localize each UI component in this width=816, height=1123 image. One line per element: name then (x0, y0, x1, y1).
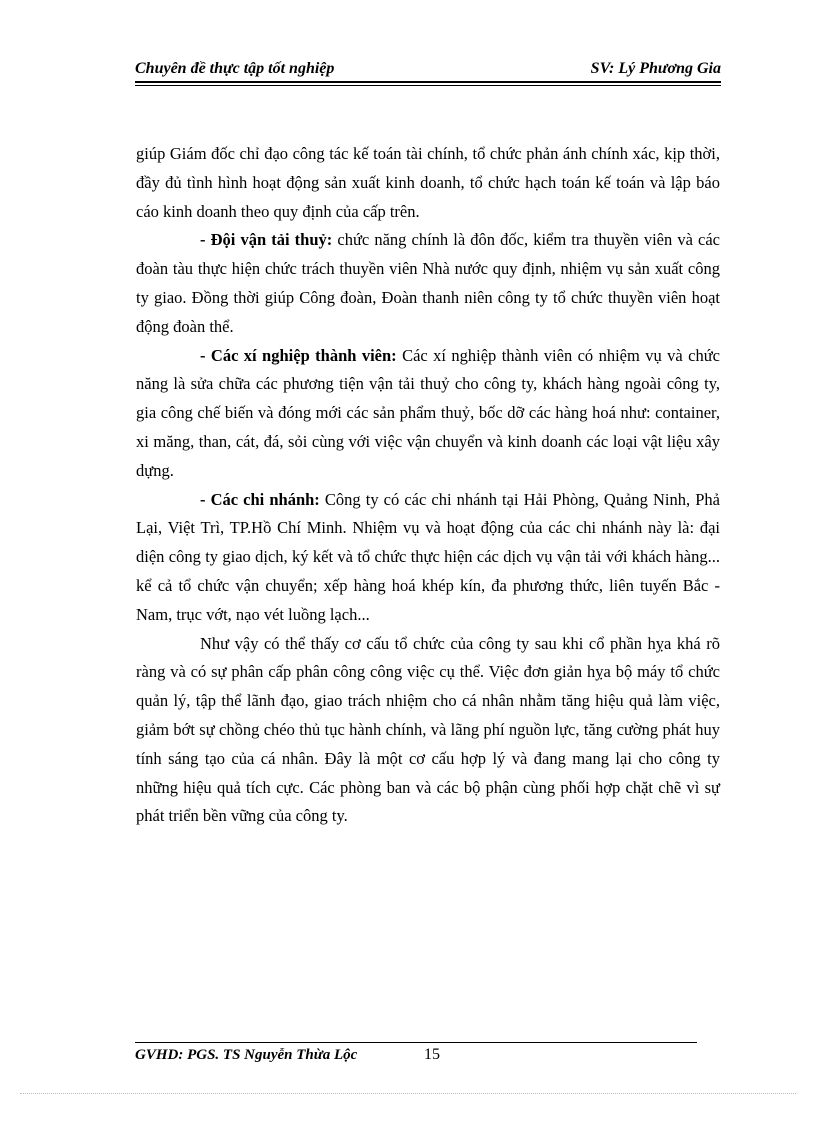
paragraph-member-enterprises (136, 342, 720, 486)
footer-rule (135, 1042, 697, 1043)
paragraph-heading: - Đội vận tải thuỷ: (200, 230, 333, 250)
page-header (135, 55, 721, 83)
paragraph-text: Công ty có các chi nhánh tại Hải Phòng, Quảng Ninh, Phả Lại, Việt Trì, TP.Hồ Chí Minh. Nhiệm vụ và hoạt động của các chi nhánh này là: đại diện công ty giao dịch, ký kết và tổ chức thực hiện các dịch vụ vận tải với khách hàng... kể cả tổ chức vận chuyển; xếp hàng hoá khép kín, đa phương thức, liên tuyến Bắc - Nam, trục vớt, nạo vét luồng lạch... (136, 489, 720, 624)
paragraph-accounting: giúp Giám đốc chỉ đạo công tác kế toán tài chính, tổ chức phản ánh chính xác, kịp thời, đầy đủ tình hình hoạt động sản xuất kinh doanh, tổ chức hạch toán kế toán và lập báo cáo kinh doanh theo quy định của cấp trên. (136, 144, 720, 221)
paragraph-text: Các xí nghiệp thành viên có nhiệm vụ và chức năng là sửa chữa các phương tiện vận tải thuỷ cho công ty, khách hàng ngoài công ty, gia công chế biến và đóng mới các sản phẩm thuỷ, bốc dỡ các hàng hoá như: container, xi măng, than, cát, đá, sỏi cùng với việc vận chuyển và kinh doanh các loại vật liệu xây dựng. (136, 345, 720, 480)
paragraph-branches (136, 486, 720, 630)
header-title: Chuyên đề thực tập tốt nghiệp (135, 60, 335, 77)
header-rule (135, 85, 721, 86)
footer-advisor: GVHD: PGS. TS Nguyễn Thừa Lộc (135, 1047, 358, 1063)
paragraph-text: chức năng chính là đôn đốc, kiểm tra thuyền viên và các đoàn tàu thực hiện chức trách thuyền viên Nhà nước quy định, nhiệm vụ sản xuất công ty giao. Đồng thời giúp Công đoàn, Đoàn thanh niên công ty tổ chức thuyền viên hoạt động đoàn thể. (136, 230, 721, 336)
page-break-line (20, 1093, 796, 1094)
page-number: 15 (424, 1046, 440, 1063)
paragraph-heading: - Các xí nghiệp thành viên: (200, 345, 397, 365)
header-author: SV: Lý Phương Gia (590, 60, 721, 77)
document-body (136, 140, 720, 831)
paragraph-heading: - Các chi nhánh: (200, 489, 320, 509)
paragraph-conclusion: Như vậy có thể thấy cơ cấu tổ chức của công ty sau khi cổ phần hỵa khá rõ ràng và có sự phân cấp phân công công việc cụ thể. Việc đơn giản hỵa bộ máy tổ chức quản lý, tập thể lãnh đạo, giao trách nhiệm cho cá nhân nhằm tăng hiệu quả làm việc, giảm bớt sự chồng chéo thủ tục hành chính, và lãng phí nguồn lực, tăng cường phát huy tính sáng tạo của cá nhân. Đây là một cơ cấu hợp lý và đang mang lại cho công ty những hiệu quả tích cực. Các phòng ban và các bộ phận cùng phối hợp chặt chẽ vì sự phát triển bền vững của công ty. (136, 633, 720, 826)
paragraph-shipping-team (136, 226, 720, 341)
